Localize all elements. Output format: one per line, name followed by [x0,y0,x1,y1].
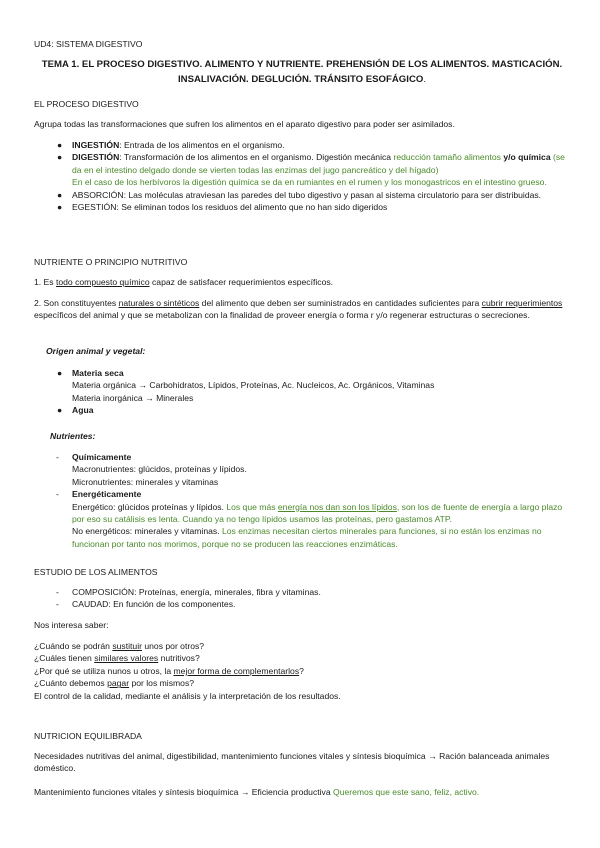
question-3 [34,665,570,677]
nutricion-p2-text: Mantenimiento funciones vitales y síntesis bioquímica → Eficiencia productiva [34,787,334,797]
section-heading-estudio: ESTUDIO DE LOS ALIMENTOS [34,567,158,577]
title-period: . [423,74,427,85]
composicion-text: : Proteínas, energía, minerales, fibra y vitaminas. [134,587,321,597]
list-item-ingestion [34,139,570,151]
energeticamente: Energéticamente [72,489,142,500]
q1-post: unos por otros? [141,641,205,651]
q3-post: ? [299,665,304,676]
composicion-label: COMPOSICIÓN [72,587,135,597]
q3-underlined: mejor forma de complementarlos [173,665,300,676]
origin-heading: Origen animal y vegetal: [46,346,146,356]
digestive-steps-list [34,139,570,213]
document-header: UD4: SISTEMA DIGESTIVO [34,39,143,49]
list-item-digestion [34,151,570,188]
q4-pre: ¿Cuánto debemos [34,678,108,689]
digestion-note-mechanical: reducción tamaño alimentos [393,152,501,163]
materia-inorganica: Materia inorgánica → Minerales [72,392,194,403]
quality-control-line: El control de la calidad, mediante el análisis y la interpretación de los resultados. [34,690,341,701]
dash-icon: - [56,587,59,597]
section-heading-nutriente: NUTRIENTE O PRINCIPIO NUTRITIVO [34,257,188,267]
digestion-note-chemical: (se da en el intestino delgado donde se vierten todas las enzimas del jugo pancreático y del hígado) [72,152,565,175]
absorcion-label: ABSORCIÓN [72,189,124,200]
q4-underlined: pagar [107,678,130,689]
bullet-icon: ● [57,189,63,200]
q2-underlined: similares valores [94,653,159,664]
energetico-text: Energético: glúcidos proteínas y lípidos. [72,501,227,512]
q1-underlined: sustituir [112,641,142,651]
digestion-text-2: y/o química [500,152,554,163]
egestion-text: : Se eliminan todos los residuos del alimento que no han sido digeridos [116,202,388,213]
energetico-note-underlined: energía nos dan son los lípidos [277,501,397,512]
nutricion-paragraph-2 [34,786,570,798]
def2-mid: del alimento que deben ser suministrados en cantidades suficientes para [199,298,482,308]
q4-post: por los mismos? [129,678,195,689]
q1-pre: ¿Cuándo se podrán [34,641,113,651]
ingestion-label: INGESTIÓN [72,140,120,150]
section-heading-nutricion: NUTRICION EQUILIBRADA [34,731,142,741]
agua: Agua [72,405,94,416]
digestion-label: DIGESTIÓN [72,152,120,163]
nutricion-p2-note: Queremos que este sano, feliz, activo. [333,787,480,797]
energetico-paragraph [72,501,570,526]
question-4 [34,677,570,689]
bullet-icon: ● [57,405,63,416]
nutrients-heading: Nutrientes: [50,431,96,441]
no-energetico-note: Los enzimas necesitan ciertos minerales para funciones, si no están los enzimas no funcionan por tanto nos morimos, porque no se producen las reacciones enzimáticas. [72,526,542,549]
quimicamente: Químicamente [72,452,132,462]
list-item-agua [34,404,570,416]
bullet-icon: ● [57,202,63,213]
nutriente-definition-2 [34,297,570,322]
dash-icon: - [56,599,59,610]
nutricion-paragraph-1: Necesidades nutritivas del animal, digestibilidad, mantenimiento funciones vitales y síntesis bioquímica → Ración balanceada animales doméstico. [34,751,550,774]
egestion-label: EGESTIÓN [72,202,117,213]
bullet-icon: ● [57,140,63,150]
absorcion-text: : Las moléculas atraviesan las paredes del tubo digestivo y pasan al sistema circulatorio para ser distribuidas. [123,189,542,200]
def2-pre: 2. Son constituyentes [34,298,119,308]
ingestion-text: : Entrada de los alimentos en el organismo. [119,140,285,150]
materia-seca: Materia seca [72,368,124,378]
q2-pre: ¿Cuáles tienen [34,653,95,664]
questions-block [34,640,570,702]
calidad-text: : En función de los componentes. [108,599,236,610]
bullet-icon: ● [57,368,63,378]
def1-post: capaz de satisfacer requerimientos específicos. [149,277,334,287]
def1-pre: 1. Es [34,277,56,287]
question-1 [34,640,570,652]
def1-underlined: todo compuesto químico [55,277,150,287]
list-item-egestion [34,201,570,213]
dash-icon: - [56,452,59,462]
section-heading-interesa: Nos interesa saber: [34,620,109,630]
bullet-icon: ● [57,152,63,163]
title-text: TEMA 1. EL PROCESO DIGESTIVO. ALIMENTO Y NUTRIENTE. PREHENSIÓN DE LOS ALIMENTOS. MASTICACIÓN. INSALIVACIÓN. DEGLUCIÓN. TRÁNSITO ESOFÁGICO [41,59,563,85]
list-item-composicion [34,586,570,598]
calidad-label: CAUDAD [72,599,109,610]
list-item-quimicamente [34,451,570,488]
energetico-note-2: , son los de fuente de energía a largo plazo por eso su catálisis es lenta. Cuando ya no tengo lípidos usamos las proteínas, pero gastamos ATP. [72,501,563,525]
def2-post: específicos del animal y que se metabolizan con la finalidad de proveer energía o forma r y/o regenerar estructuras o secreciones. [34,310,530,321]
q3-pre: ¿Por qué se utiliza nunos u otros, la [34,665,174,676]
section-heading-proceso: EL PROCESO DIGESTIVO [34,99,139,109]
dash-icon: - [56,489,59,500]
def2-underlined: naturales o sintéticos [118,298,200,308]
list-item-energeticamente [34,488,570,550]
no-energetico-paragraph [72,525,570,550]
estudio-list [34,586,570,611]
intro-paragraph: Agrupa todas las transformaciones que sufren los alimentos en el aparato digestivo para poder ser asimilados. [34,119,455,129]
energetico-note-1: Los que más [226,501,278,512]
list-item-calidad [34,598,570,610]
nutriente-definition-1 [34,276,570,288]
def2-underlined-2: cubrir requerimientos [481,298,563,308]
page-title [34,57,570,87]
q2-post: nutritivos? [158,653,200,664]
macronutrientes: Macronutrientes: glúcidos, proteínas y lípidos. [72,464,247,475]
micronutrientes: Micronutrientes: minerales y vitaminas [72,476,219,487]
list-item-materia-seca [34,367,570,404]
digestion-text: : Transformación de los alimentos en el organismo. Digestión mecánica [119,152,394,163]
question-2 [34,652,570,664]
nutrients-list [34,451,570,550]
digestion-note-herbivores: En el caso de los herbívoros la digestión química se da en rumiantes en el rumen y los monogastricos en el intestino grueso. [72,177,547,188]
list-item-absorcion [34,189,570,201]
origin-list [34,367,570,417]
materia-organica: Materia orgánica → Carbohidratos, Lípidos, Proteínas, Ac. Nucleicos, Ac. Orgánicos, Vitaminas [72,380,435,391]
no-energetico-text: No energéticos: minerales y vitaminas. [72,526,222,537]
